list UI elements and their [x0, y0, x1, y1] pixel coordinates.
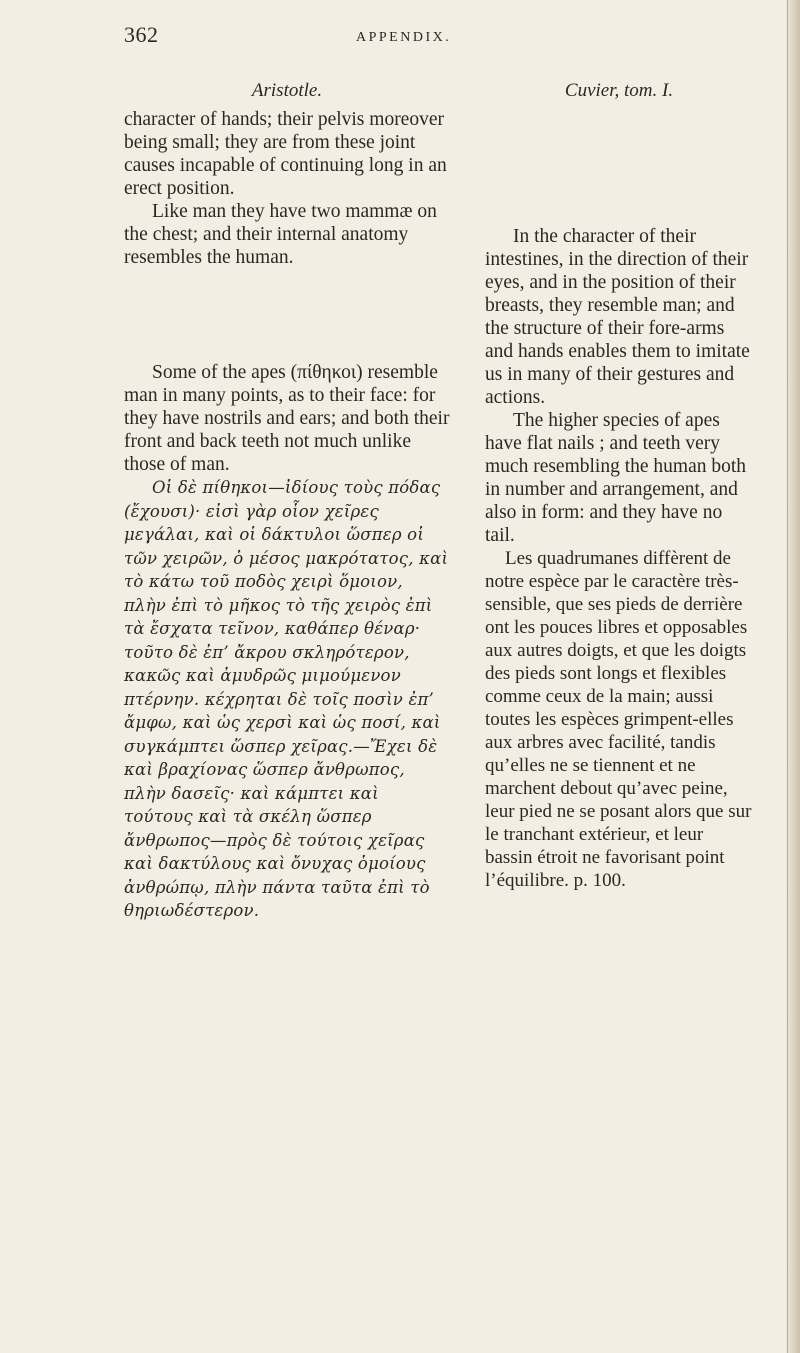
right-column: [485, 80, 753, 892]
spacer: [485, 108, 753, 225]
page-header: [0, 22, 800, 62]
left-paragraph-1: character of hands; their pelvis moreover being small; they are from these joint causes incapable of continuing long in an erect position.: [124, 109, 447, 199]
left-column: [124, 80, 450, 923]
right-column-heading: Cuvier, tom. I.: [564, 80, 674, 101]
french-quotation: Les quadrumanes diffèrent de notre espèce par le caractère très-sensible, que ses pieds de derrière ont les pouces libres et opposables aux autres doigts, et que les doigts des pieds sont longs et flexibles comme ceux de la main; aussi toutes les espèces grimpent-elles aux arbres avec facilité, tandis qu’elles ne se tiennent et ne marchent debout qu’avec peine, leur pied ne se posant alors que sur le tranchant extérieur, et leur bassin étroit ne favorisant point l’équilibre. p. 100.: [485, 548, 752, 891]
right-paragraph-1: In the character of their intestines, in the direction of their eyes, and in the position of their breasts, they resemble man; and the structure of their fore-arms and hands enables them to imitate us in many of their gestures and actions.: [485, 226, 750, 408]
page-number: 362: [124, 22, 159, 47]
page-edge-line: [787, 0, 788, 1353]
greek-quotation: Οἱ δὲ πίθηκοι—ἰδίους τοὺς πόδας (ἔχουσι)· εἰσὶ γὰρ οἷον χεῖρες μεγάλαι, καὶ οἱ δάκτυλοι ὥσπερ οἱ τῶν χειρῶν, ὁ μέσος μακρότατος, καὶ τὸ κάτω τοῦ ποδὸς χειρὶ ὅμοιον, πλὴν ἐπὶ τὸ μῆκος τὸ τῆς χειρὸς ἐπὶ τὰ ἔσχατα τεῖνον, καθάπερ θέναρ· τοῦτο δὲ ἐπ’ ἄκρου σκληρότερον, κακῶς καὶ ἀμυδρῶς μιμούμενον πτέρνην. κέχρηται δὲ τοῖς ποσὶν ἐπ’ ἄμφω, καὶ ὡς χερσὶ καὶ ὡς ποσί, καὶ συγκάμπτει ὥσπερ χεῖρας.—Ἔχει δὲ καὶ βραχίονας ὥσπερ ἄνθρωπος, πλὴν δασεῖς· καὶ κάμπτει καὶ τούτους καὶ τὰ σκέλη ὥσπερ ἄνθρωπος—πρὸς δὲ τούτοις χεῖρας καὶ δακτύλους καὶ ὄνυχας ὁμοίους ἀνθρώπῳ, πλὴν πάντα ταῦτα ἐπὶ τὸ θηριωδέστερον.: [124, 478, 449, 920]
right-paragraph-2: The higher species of apes have flat nails ; and teeth very much resembling the human both in number and arrangement, and also in form: and they have no tail.: [485, 410, 747, 546]
left-column-heading: Aristotle.: [251, 80, 323, 101]
running-head: APPENDIX.: [356, 30, 452, 45]
left-paragraph-2: Like man they have two mammæ on the chest; and their internal anatomy resembles the human.: [124, 201, 437, 268]
page-edge: [786, 0, 800, 1353]
spacer: [124, 269, 450, 361]
left-paragraph-3: Some of the apes (πίθηκοι) resemble man in many points, as to their face: for they have nostrils and ears; and both their front and back teeth not much unlike those of man.: [124, 362, 450, 475]
